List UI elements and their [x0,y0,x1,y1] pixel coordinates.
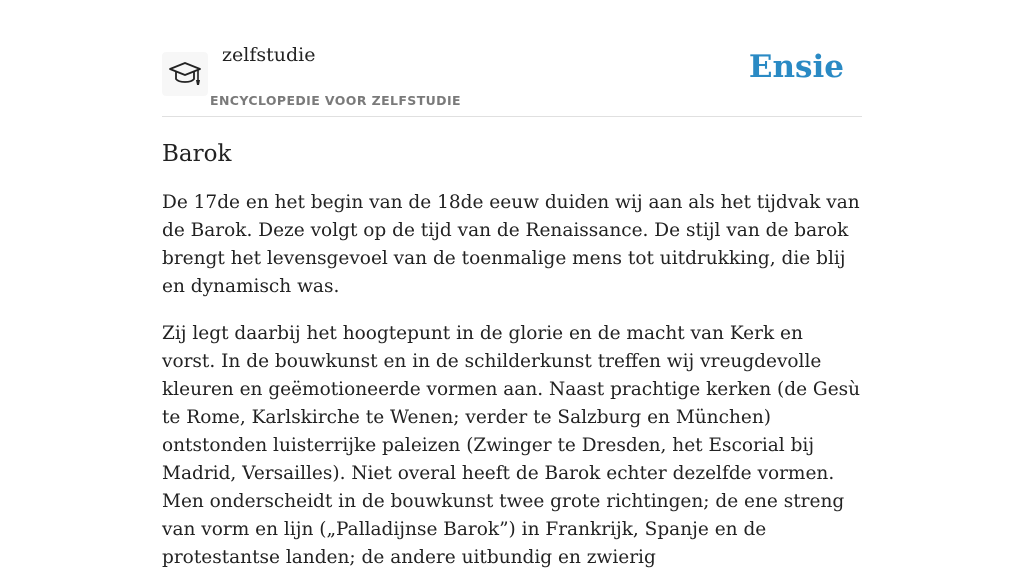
site-header [162,40,862,117]
graduation-cap-glyph [167,58,203,90]
article-paragraph: De 17de en het begin van de 18de eeuw duiden wij aan als het tijdvak van de Barok. Deze volgt op de tijd van de Renaissance. De stijl van de barok brengt het levensgevoel van de toenmalige mens tot uitdrukking, die blij en dynamisch was. [162,192,860,297]
site-tagline: ENCYCLOPEDIE VOOR ZELFSTUDIE [210,93,461,108]
article [162,137,862,572]
article-paragraph: Zij legt daarbij het hoogtepunt in de glorie en de macht van Kerk en vorst. In de bouwkunst en in de schilderkunst treffen wij vreugdevolle kleuren en geëmotioneerde vormen aan. Naast prachtige kerken (de Gesù te Rome, Karlskirche te Wenen; verder te Salzburg en München) ontstonden luisterrijke paleizen (Zwinger te Dresden, het Escorial bij Madrid, Versailles). Niet overal heeft de Barok echter dezelfde vormen. Men onderscheidt in de bouwkunst twee grote richtingen; de ene streng van vorm en lijn („Palladijnse Barok”) in Frankrijk, Spanje en de protestantse landen; de andere uitbundig en zwierig [162,323,861,568]
graduation-cap-icon[interactable] [162,52,208,96]
brand-logo-link[interactable]: Ensie [748,49,844,85]
site-name[interactable]: zelfstudie [222,44,316,66]
article-title: Barok [162,141,232,167]
